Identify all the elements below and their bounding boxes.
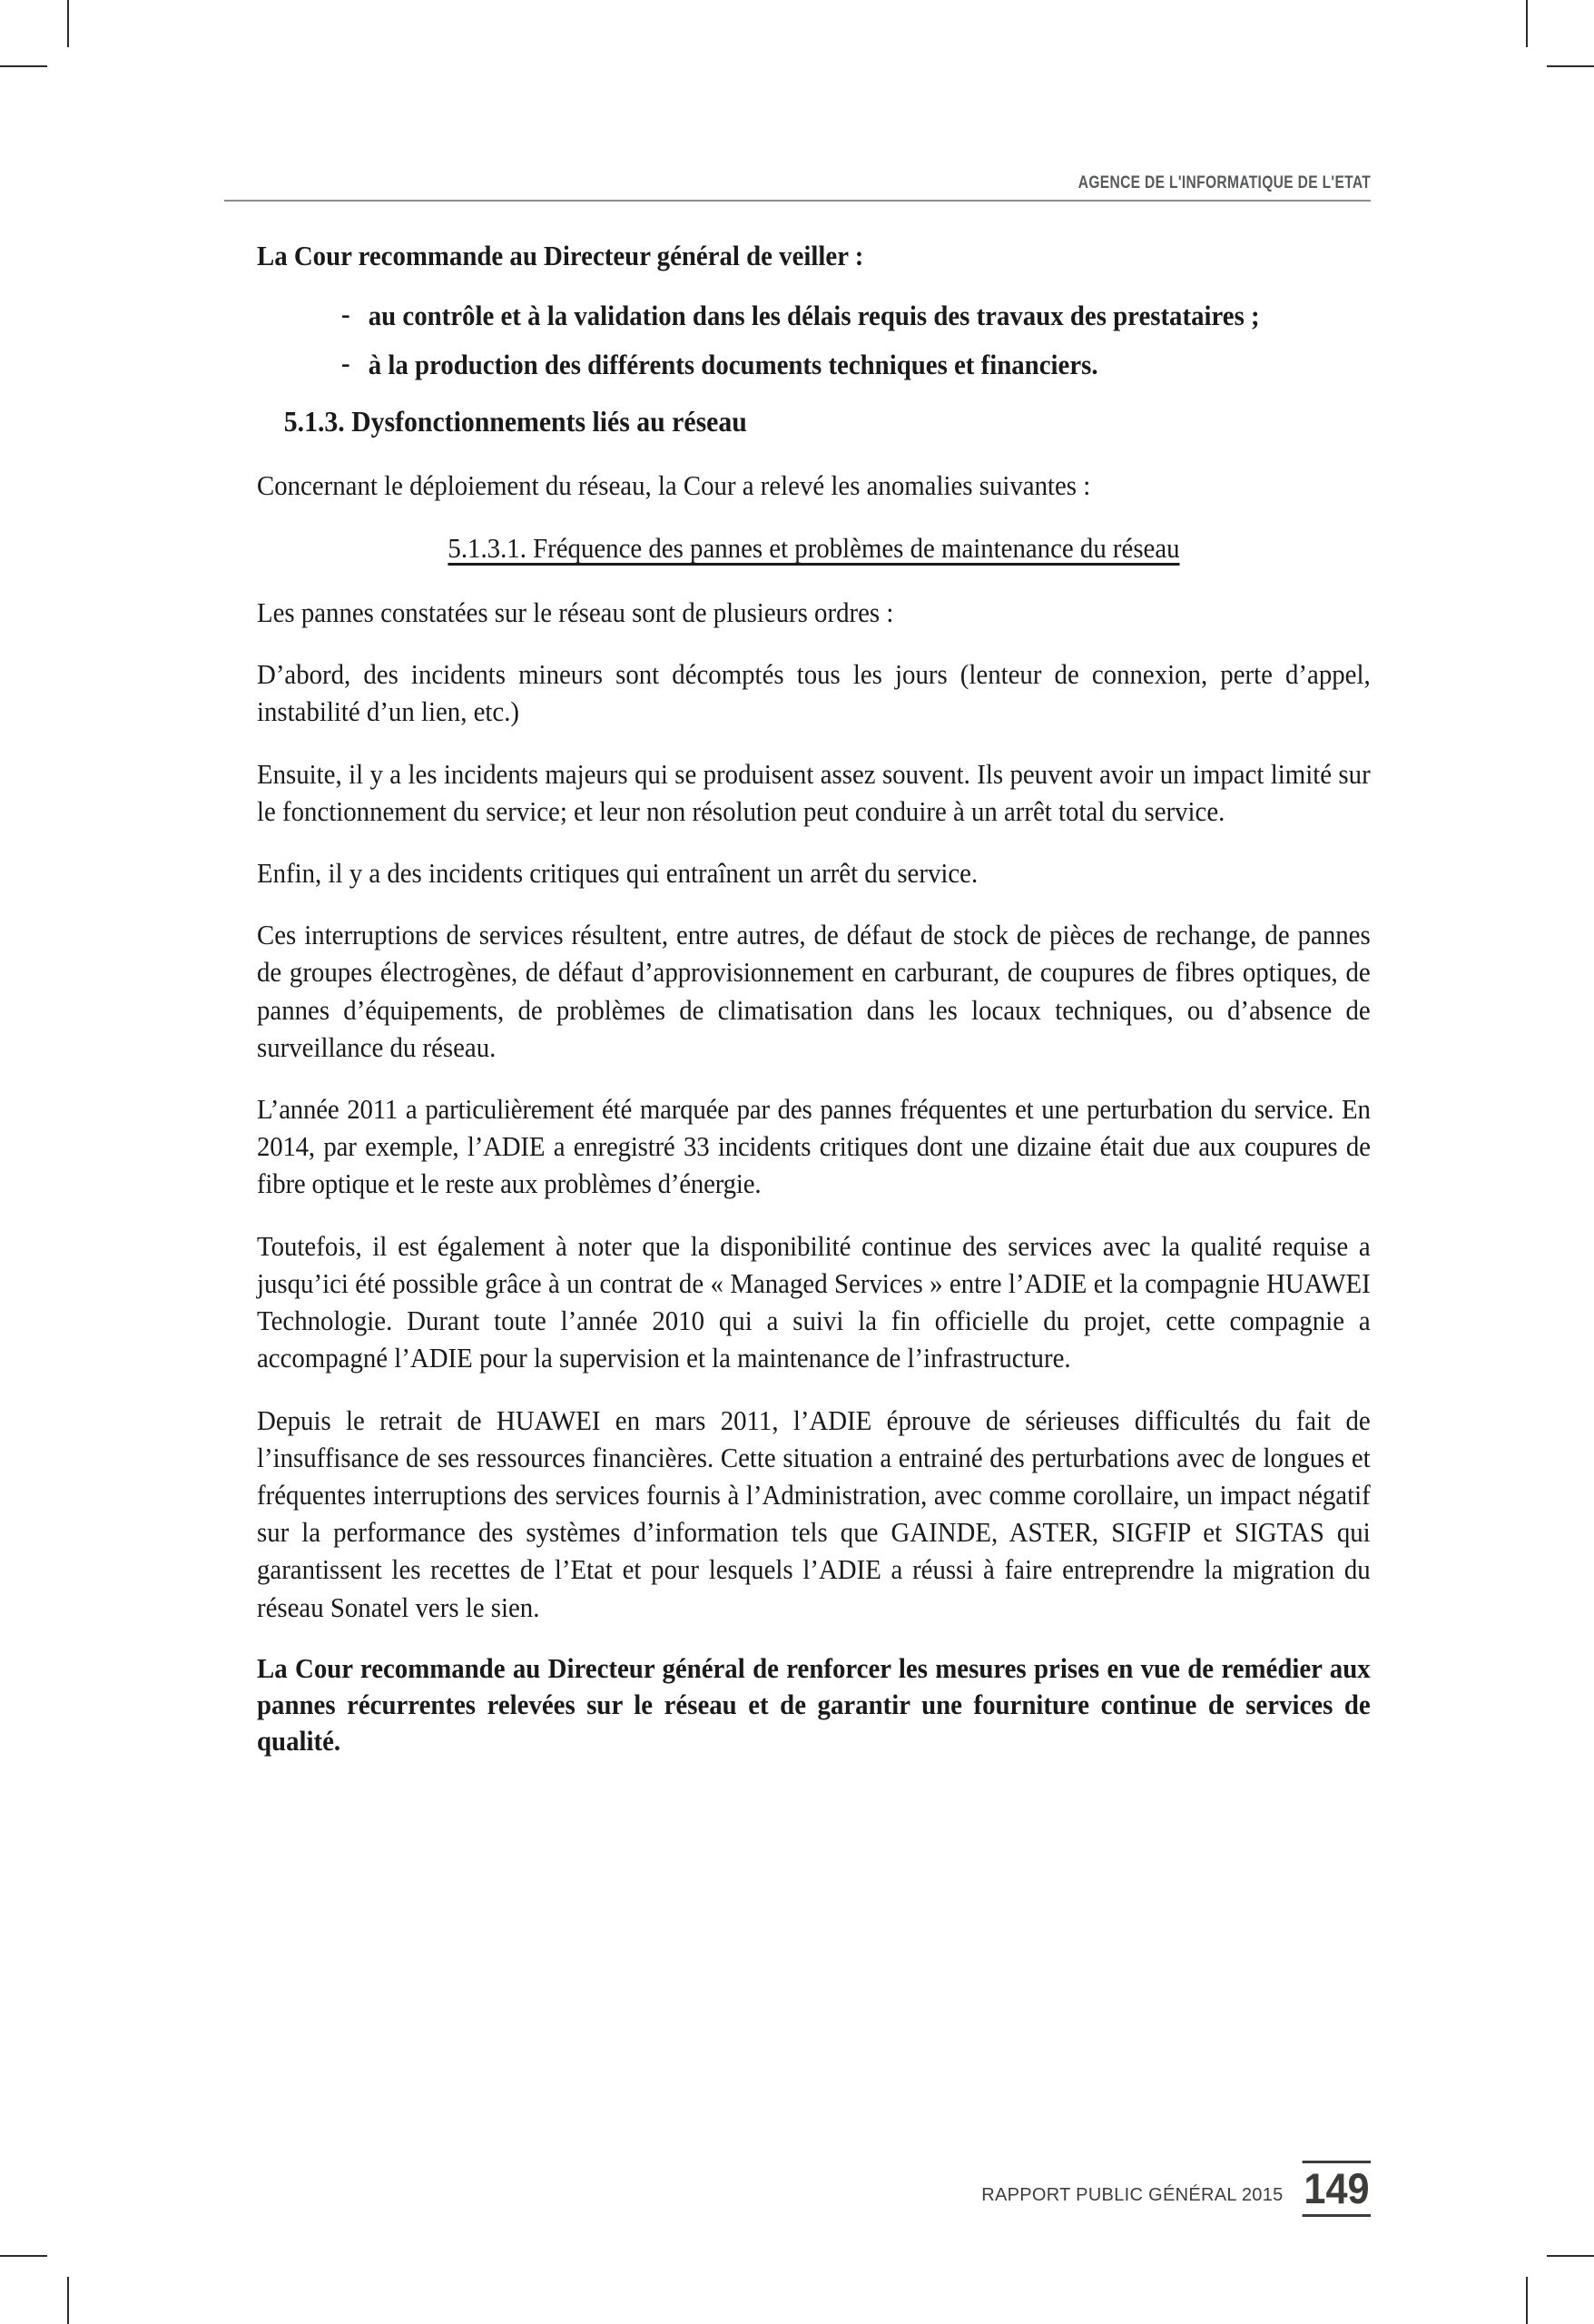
- header-title: AGENCE DE L'INFORMATIQUE DE L'ETAT: [1077, 173, 1371, 192]
- body-paragraph: Enfin, il y a des incidents critiques qui entraînent un arrêt du service.: [257, 856, 979, 889]
- bullet-dash-icon: -: [341, 346, 350, 379]
- recommendation-intro: La Cour recommande au Directeur général de veiller :: [257, 240, 864, 271]
- list-item: [341, 347, 1371, 383]
- list-item-label: au contrôle et à la validation dans les délais requis des travaux des prestataires ;: [368, 300, 1260, 332]
- body-paragraph: Les pannes constatées sur le réseau sont de plusieurs ordres :: [257, 596, 894, 628]
- crop-mark-bottom-right-horizontal: [1547, 2255, 1594, 2257]
- body-paragraph: L’année 2011 a particulièrement été marquée par des pannes fréquentes et une perturbation du service. En 2014, par exemple, l’ADIE a enregistré 33 incidents critiques dont une dizaine était due aux coupures de fibre optique et le reste aux problèmes d’énergie.: [257, 1093, 1371, 1200]
- body-paragraph: Ces interruptions de services résultent, entre autres, de défaut de stock de pièces de rechange, de pannes de groupes électrogènes, de défaut d’approvisionnement en carburant, de coupures de fibres optiques, de pannes d’équipements, de problèmes de climatisation dans les locaux techniques, ou d’absence de surveillance du réseau.: [257, 919, 1371, 1063]
- page-footer: [981, 2161, 1371, 2217]
- footer-label: RAPPORT PUBLIC GÉNÉRAL 2015: [981, 2185, 1284, 2205]
- recommendation-bullet-list: [257, 298, 1371, 383]
- crop-mark-bottom-left-horizontal: [0, 2255, 47, 2257]
- crop-mark-top-left-vertical: [67, 0, 69, 47]
- body-paragraph: Toutefois, il est également à noter que la disponibilité continue des services avec la qualité requise a jusqu’ici été possible grâce à un contrat de « Managed Services » entre l’ADIE et la compagnie HUAWEI Technologie. Durant toute l’année 2010 qui a suivi la fin officielle du projet, cette compagnie a accompagné l’ADIE pour la supervision et la maintenance de l’infrastructure.: [257, 1229, 1371, 1374]
- subsection-heading: 5.1.3.1. Fréquence des pannes et problèmes de maintenance du réseau: [448, 532, 1180, 565]
- section-intro-paragraph: Concernant le déploiement du réseau, la Cour a relevé les anomalies suivantes :: [257, 468, 1091, 501]
- final-recommendation: La Cour recommande au Directeur général de renforcer les mesures prises en vue de remédier aux pannes récurrentes relevées sur le réseau et de garantir une fourniture continue de services de qualité.: [257, 1651, 1371, 1758]
- list-item: [341, 298, 1371, 334]
- list-item-label: à la production des différents documents techniques et financiers.: [368, 348, 1098, 380]
- crop-mark-top-left-horizontal: [0, 65, 47, 67]
- section-heading: 5.1.3. Dysfonctionnements liés au réseau: [283, 404, 747, 438]
- header-rule: [224, 200, 1371, 202]
- crop-mark-top-right-horizontal: [1547, 65, 1594, 67]
- running-header: [224, 156, 1371, 202]
- body-paragraph: Depuis le retrait de HUAWEI en mars 2011, l’ADIE éprouve de sérieuses difficultés du fait de l’insuffisance de ses ressources financières. Cette situation a entrainé des perturbations avec de longues et fréquentes interruptions des services fournis à l’Administration, avec comme corollaire, un impact négatif sur la performance des systèmes d’information tels que GAINDE, ASTER, SIGFIP et SIGTAS qui garantissent les recettes de l’Etat et pour lesquels l’ADIE a réussi à faire entreprendre la migration du réseau Sonatel vers le sien.: [257, 1403, 1371, 1623]
- crop-mark-top-right-vertical: [1526, 0, 1528, 47]
- page-number: 149: [1302, 2161, 1371, 2217]
- crop-mark-bottom-right-vertical: [1526, 2277, 1528, 2324]
- page-content: [257, 238, 1371, 1784]
- body-paragraph: Ensuite, il y a les incidents majeurs qui se produisent assez souvent. Ils peuvent avoir un impact limité sur le fonctionnement du service; et leur non résolution peut conduire à un arrêt total du service.: [257, 757, 1371, 827]
- body-paragraph: D’abord, des incidents mineurs sont décomptés tous les jours (lenteur de connexion, perte d’appel, instabilité d’un lien, etc.): [257, 658, 1371, 728]
- bullet-dash-icon: -: [341, 298, 350, 330]
- crop-mark-bottom-left-vertical: [67, 2277, 69, 2324]
